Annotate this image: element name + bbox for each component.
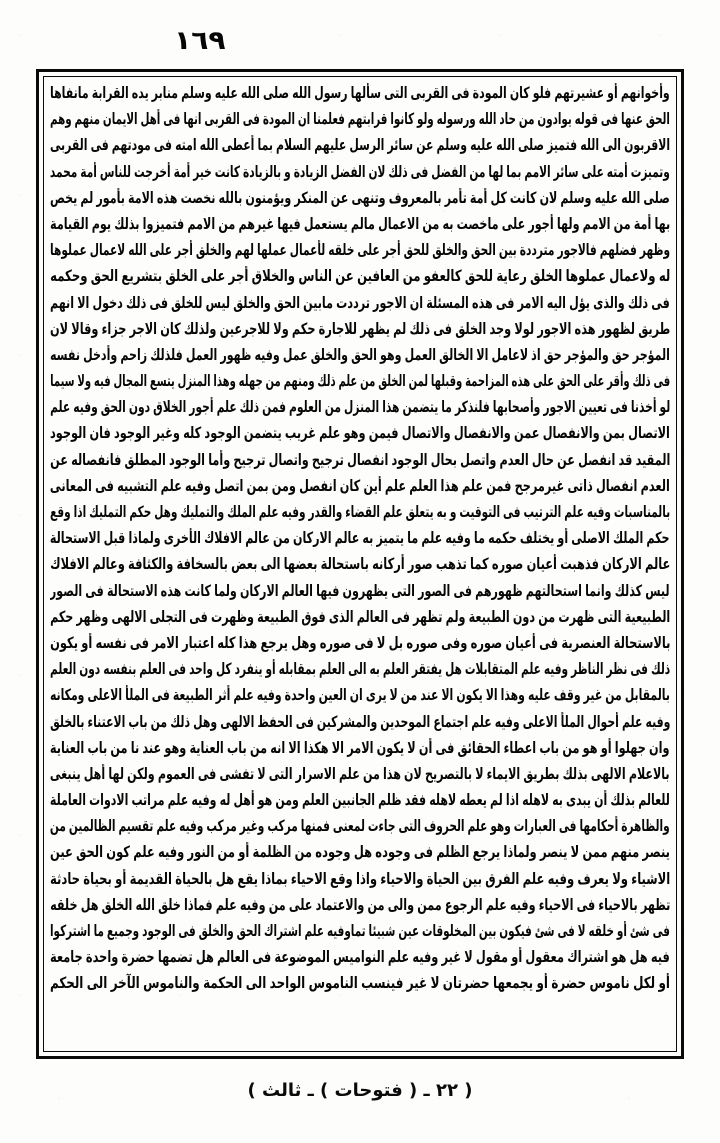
- body-text-line-content: له ولاعمال عملوها الخلق رعاية للحق كالعفو من العافين عن الناس والخلاق أجر على الخلق بتشريع الحق وحكمه: [50, 267, 670, 286]
- body-text-line: [50, 263, 670, 289]
- body-text-line-content: بالمناسبات وفيه علم الترتيب فى التوقيت و به يتعلق علم القضاء والقدر وفيه علم الملك والتمليك وهل حكم التمليك اذا وقع: [50, 503, 670, 521]
- body-text-line: [50, 578, 670, 604]
- body-text-line: [50, 866, 670, 892]
- body-text-line-content: عالم الاركان فذهبت أعيان صوره كما تذهب صور أركانه باستحالة بعضها الى بعض بالسخافة والكثافة وعالم الافلاك: [50, 555, 670, 574]
- body-text-line-content: تظهر بالاحياء فى الاحياء وفيه علم الرجوع ممن والى من والاعتماد على من وفيه علم فماذا خلق الله الخلق هل خلقه: [50, 895, 670, 914]
- body-text-line: [50, 132, 670, 158]
- body-text-line-content: ينصر منهم ممن لا ينصر ولماذا يرجع الظلم فى وجوده هل وجوده من الظلمة أو من النور وفيه علم كون الحق عين: [50, 843, 670, 862]
- body-text-line-content: فى ذلك وأقر على الحق على هذه المزاحمة وقبلها لمن الخلق من علم ذلك ومنهم من جهله وهذا المنزل يتسع المجال فيه ولا سيما: [50, 372, 670, 391]
- body-text-line-content: الاتصال بمن والانفصال عمن والانفصال والاتصال فيمن وهو علم غريب يتضمن الوجود كله وغير الوجود فان الوجود: [50, 424, 670, 443]
- body-text-line-content: بالمقابل من غير وقف عليه وهذا الا يكون الا عند من لا يرى ان العين واحدة وفيه علم أثر الطبيعة فى الملأ الاعلى ومكانه: [50, 686, 670, 705]
- body-text-line-content: للعالم بذلك أن يبدى به لاهله اذا لم يعطه لاهله فقد ظلم الجانبين العلم ومن هو أهل له وفيه علم مراتب الادوات العاملة: [50, 791, 670, 810]
- body-text-line-content: فيه هل هو اشتراك معقول أو مقول لا غير وفيه علم النواميس الموضوعة فى العالم هل تضمها حضرة واحدة جامعة: [50, 948, 670, 967]
- body-text-line: [50, 787, 670, 813]
- body-text-line: [50, 839, 670, 865]
- body-text-line: [50, 918, 670, 944]
- body-text-line: [50, 656, 670, 682]
- body-text-line: [50, 761, 670, 787]
- body-text-line-content: حكم الملك الاصلى أو يختلف حكمه ما وفيه علم ما يتميز به عالم الاركان من عالم الافلاك الأخرى ولماذا قبل الاستحالة: [50, 529, 670, 548]
- body-text-line: [50, 211, 670, 237]
- body-text-line: [50, 394, 670, 420]
- body-text-line-content: المؤجر حق والمؤجر حق اذ لاعامل الا الخالق العمل وهو الحق والخلق عمل وفيه ظهور العمل فلذلك زاحم وأدخل نفسه: [50, 345, 670, 364]
- body-text-line: [50, 106, 670, 132]
- body-text-line-content: فى شئ أو خلقه لا فى شئ فيكون بين المخلوقات عين شبيئا تماوفيه علم اشتراك الحق والخلق فى الوجود وجميع ما اشتركوا: [50, 922, 670, 940]
- body-text-line: [50, 735, 670, 761]
- body-text-line: [50, 316, 670, 342]
- body-text-line: [50, 682, 670, 708]
- body-text-line-content: ذلك فى نظر الناظر وفيه علم المتقابلات هل يفتقر العلم به الى العلم بمقابله أو ينفرد كل واحد فى العلم بنفسه دون العلم: [50, 660, 670, 679]
- body-text-line: [50, 630, 670, 656]
- body-text-line: [50, 892, 670, 918]
- body-text-line: [50, 342, 670, 368]
- body-text-line: [50, 551, 670, 577]
- page-number-value: ١٦٩: [174, 26, 226, 56]
- body-text-line-content: الحق عنها فى قوله يوادون من حاد الله ورسوله ولو كانوا قرابتهم فعلمنا ان المودة فى القربى انها فى أهل الايمان منهم وهم: [50, 110, 670, 129]
- body-text-line: [50, 368, 670, 394]
- body-text-line-content: والظاهرة أحكامها فى العبارات وهو علم الحروف التى جاءت لمعنى فمنها مركب وغير مركب وفيه علم تقسيم الظالمين من: [50, 817, 670, 836]
- body-text-line-content: وأخوانهم أو عشيرتهم فلو كان المودة فى القربى التى سألها رسول الله صلى الله عليه وسلم منابر يده القرابة مانفاها: [50, 84, 670, 102]
- page-footer: ( ٢٢ ـ ( فتوحات ) ـ ثالث ): [247, 1080, 473, 1101]
- body-text-line: [50, 290, 670, 316]
- body-text-line: [50, 447, 670, 473]
- body-text-line: [50, 970, 670, 996]
- body-text-line: [50, 237, 670, 263]
- body-text-line-content: العدم انفصال ذاتى غيرمرجح فمن علم هذا العلم علم أين كان انفصل ومن بمن اتصل وفيه علم التشبيه فى المعانى: [50, 476, 670, 495]
- body-text-line: [50, 709, 670, 735]
- body-text-line-content: لو أخذنا فى تعيين الاجور وأصحابها فلنذكر ما يتضمن هذا المنزل من العلوم فمن ذلك علم أجور الخلاق دون الحق وفيه علم: [50, 398, 670, 417]
- body-text-line: [50, 525, 670, 551]
- body-text-line-content: وظهر فضلهم فالاجور مترددة بين الحق والخلق للحق أجر على خلقه لأعمال عملها لهم والخلق أجر على الله لاعمال عملوها: [50, 241, 670, 260]
- body-text-line-content: فى ذلك والذى يؤل اليه الامر فى هذه المسئلة ان الاجور ترددت مابين الحق والخلق ليس للخلق فى ذلك دخول الا انهم: [50, 293, 670, 312]
- body-text-line-content: المقيد قد انفصل عن حال العدم واتصل بحال الوجود انفصال ترجيح واتصال ترجيح وأما الوجود المطلق فانفصاله عن: [50, 450, 670, 469]
- body-text-line-content: بها أمة من الامم ولها أجور على ماخصت به من الاعمال مالم يستعمل فيها غيرهم من الامم فتميزوا بذلك يوم القيامة: [50, 214, 670, 233]
- page-number: [0, 26, 720, 56]
- body-text-line-content: وتميزت أمته على سائر الامم بما لها من الفضل فى ذلك لان الفضل الزيادة و بالزيادة كانت خير أمة أخرجت للناس أمة محمد: [50, 162, 670, 181]
- body-text-line-content: ليس كذلك وانما استحالتهم ظهورهم فى الصور التى يظهرون فيها العالم الاركان ولما كانت هذه الاستحالة فى الصور: [50, 581, 670, 600]
- body-text-line-content: وان جهلوا أو هو من باب اعطاء الحقائق فى أن لا يكون الامر الا هكذا الا انه من باب العناية وهو عند نا من باب العناية: [50, 738, 670, 757]
- body-text-line: [50, 80, 670, 106]
- body-text-line: [50, 159, 670, 185]
- body-text-line-content: الاشياء ولا يعرف وفيه علم الفرق بين الحياة والاحياء واذا وقع الاحياء بماذا يقع هل بالحياة القديمة أو بحياة حادثة: [50, 869, 670, 888]
- body-text-line: [50, 813, 670, 839]
- body-text-line-content: بالاعلام الالهى بذلك بطريق الايماء لا بالتصريح لان هذا من علم الاسرار التى لا تفشى فى العموم ولكن لها أهل ينبغى: [50, 764, 670, 783]
- body-text-line-content: طريق لظهور هذه الاجور لولا وجد الخلق فى ذلك لم يظهر للاجارة حكم ولا للاجرعين ولذلك كان الاجر جزاء وقالا لان: [50, 319, 670, 338]
- body-text-line-content: أو لكل ناموس حضرة أو يجمعها حضرتان لا غير فينسب الناموس الواحد الى الحكمة والناموس الآخر الى الحكم: [50, 974, 670, 993]
- body-text-line-content: بالاستحالة العنصرية فى أعيان صوره وفى صوره بل لا فى صوره وهل يرجع هذا كله اعتبار الامر فى نفسه أو يكون: [50, 633, 670, 652]
- body-text-line-content: الاقربون الى الله فتميز صلى الله عليه وسلم عن سائر الرسل عليهم السلام بما أعطى الله امته فى مودتهم فى القربى: [50, 136, 670, 155]
- body-text-line: [50, 420, 670, 446]
- body-text-block: [46, 80, 674, 1048]
- body-text-line: [50, 944, 670, 970]
- body-text-line: [50, 499, 670, 525]
- body-text-line-content: صلى الله عليه وسلم لان كانت كل أمة تأمر بالمعروف وتنهى عن المنكر ويؤمنون بالله نخصت هذه الامة بأمور لم يخص: [50, 188, 670, 207]
- body-text-line: [50, 604, 670, 630]
- body-text-line: [50, 473, 670, 499]
- body-text-line: [50, 185, 670, 211]
- body-text-line-content: الطبيعية التى ظهرت من دون الطبيعة ولم تظهر فى العالم الذى فوق الطبيعة وظهرت فى التجلى الالهى وظهر حكم: [50, 607, 670, 626]
- body-text-line-content: وفيه علم أحوال الملأ الاعلى وفيه علم اجتماع الموحدين والمشركين فى الحفظ الالهى وهل ذلك من باب الاعتناء بالخلق: [50, 712, 670, 731]
